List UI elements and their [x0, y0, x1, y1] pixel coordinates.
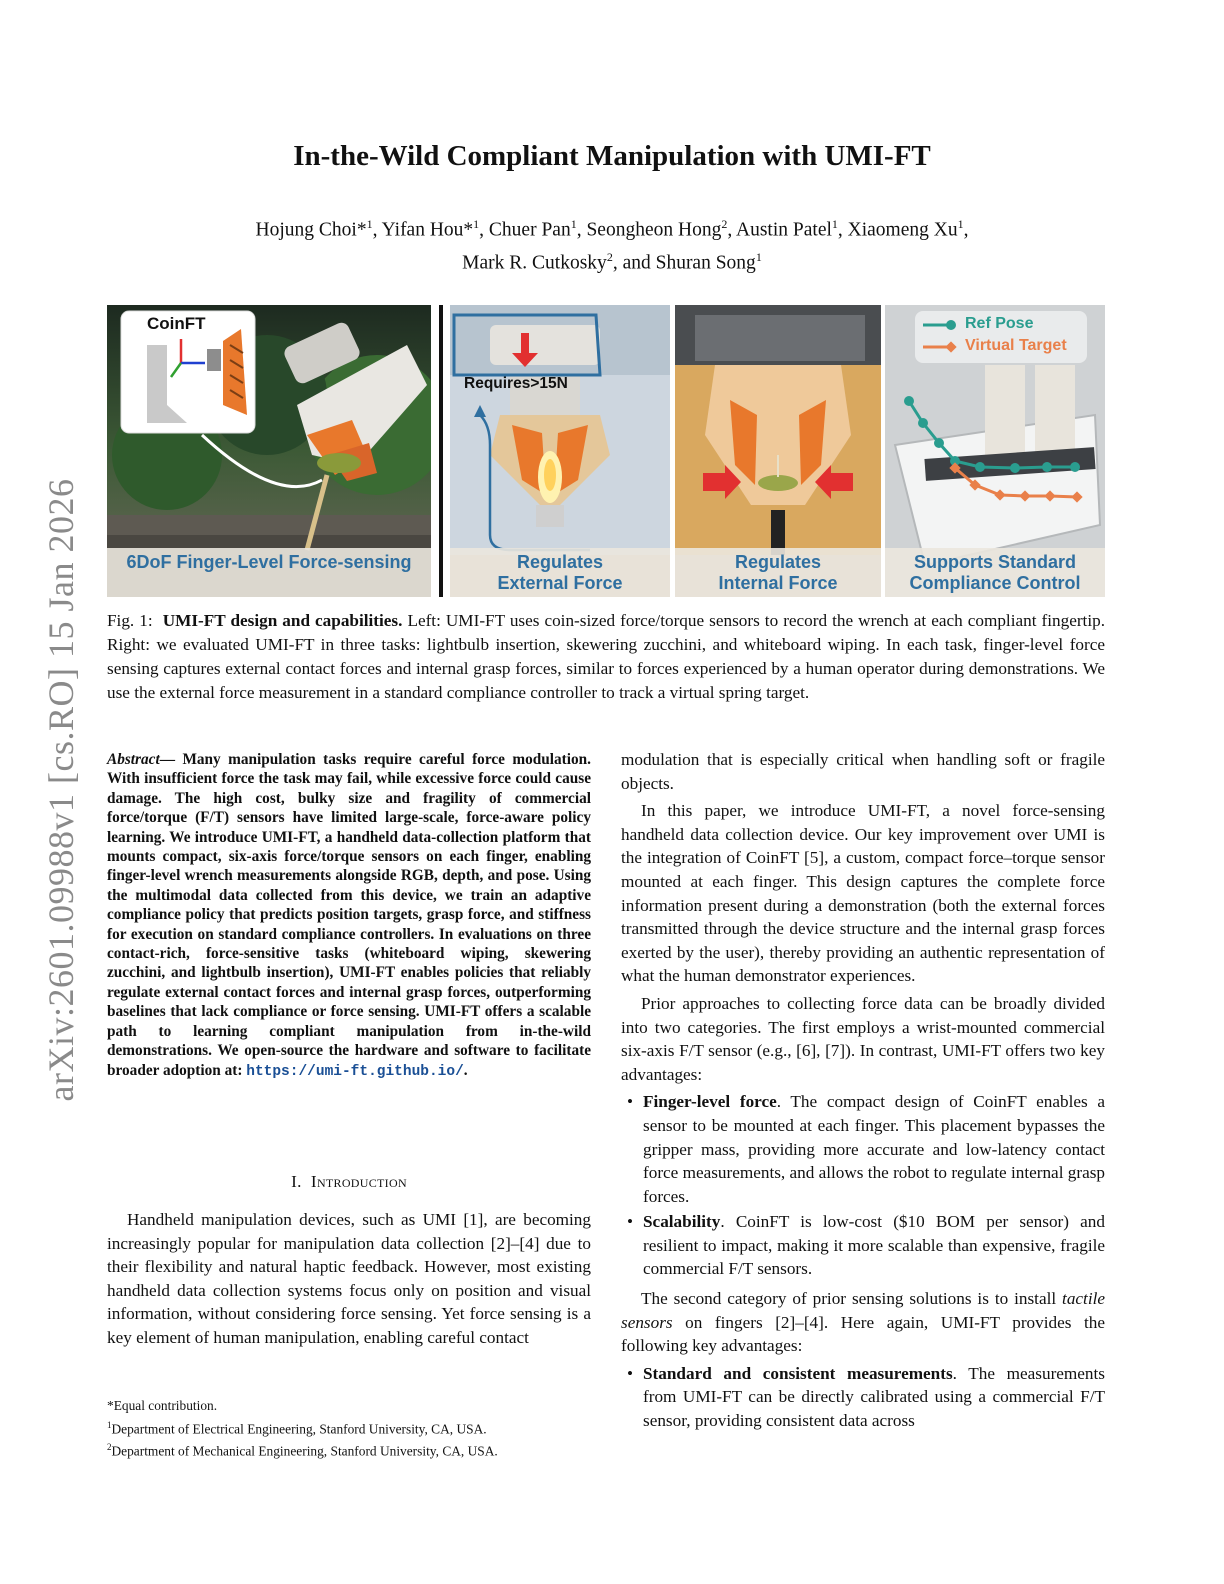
footnote-affiliation-1	[107, 1416, 591, 1439]
affiliation-mark: 1	[473, 217, 480, 231]
text-span: The second category of prior sensing solutions is to install	[641, 1289, 1063, 1309]
author-name: Chuer Pan	[488, 219, 571, 241]
panel-4-label-line2: Compliance Control	[909, 573, 1081, 593]
list-item	[621, 1362, 1105, 1433]
advantages-list-2	[621, 1362, 1105, 1433]
caption-prefix: Fig. 1:	[107, 611, 153, 630]
list-item-text: . CoinFT is low-cost ($10 BOM per sensor) and resilient to impact, making it more scalable than expensive, fragile commercial F/T sensors.	[643, 1212, 1105, 1279]
author-name: Xiaomeng Xu	[847, 219, 958, 241]
panel-4-label	[885, 548, 1105, 597]
legend-ref-pose: Ref Pose	[965, 315, 1034, 332]
list-item	[621, 1090, 1105, 1208]
section-heading-introduction	[107, 1172, 591, 1192]
list-item-text: . The compact design of CoinFT enables a sensor to be mounted at each finger. This placement bypasses the gripper mass, providing more accurate and low-latency contact force measurements, and allows the robot to regulate internal grasp forces.	[643, 1092, 1105, 1206]
paragraph-introduce-umi-ft: In this paper, we introduce UMI-FT, a novel force-sensing handheld data collection device. Our key improvement over UMI is the integration of CoinFT [5], a custom, compact force–torque sensor mounted at each finger. This design captures the complete force information present during a demonstration (both the external forces transmitted through the device structure and the internal grasp forces exerted by the user), thereby providing an authentic representation of what the human demonstrator experiences.	[621, 801, 1105, 986]
caption-text: Left: UMI-FT uses coin-sized force/torque sensors to record the wrench at each compliant fingertip. Right: we evaluated UMI-FT in three tasks: lightbulb insertion, skewering zucchini, and whiteboard wiping. In each task, finger-level force sensing captures external contact forces and internal grasp forces, similar to forces experienced by a human operator during demonstrations. We use the external force measurement in a standard compliance controller to track a virtual spring target.	[107, 611, 1106, 702]
legend-virtual-target: Virtual Target	[965, 337, 1067, 354]
project-link[interactable]: https://umi-ft.github.io/	[246, 1063, 464, 1080]
figure-1	[107, 305, 1105, 597]
affiliation-mark: 1	[366, 217, 373, 231]
author-name: Mark R. Cutkosky	[462, 252, 607, 273]
author-name: Seongheon Hong	[586, 219, 722, 241]
panel-2-label-line1: Regulates	[516, 552, 604, 572]
panel-4-label-line1: Supports Standard	[913, 552, 1076, 572]
footnote-mark: 2	[107, 1442, 112, 1453]
emphasis-text: tactile sensors	[621, 1289, 1105, 1332]
abstract	[107, 750, 591, 1082]
panel-3-label	[675, 548, 881, 597]
panel-2-label	[450, 548, 670, 597]
panel-3-label-line2: Internal Force	[718, 573, 838, 593]
panel-1-label	[107, 548, 431, 597]
coinft-inset-label: CoinFT	[147, 314, 206, 333]
panel-finger-force-sensing	[107, 305, 431, 597]
list-item-heading: Scalability	[643, 1212, 721, 1232]
abstract-end: .	[463, 1061, 468, 1079]
force-requirement-annotation: Requires>15N	[464, 375, 568, 392]
footnote-mark: 1	[107, 1419, 112, 1430]
arxiv-identifier: arXiv:2601.09988v1 [cs.RO] 15 Jan 2026	[41, 478, 81, 1102]
abstract-dash: —	[159, 751, 183, 768]
author-name: Hojung Choi*	[255, 219, 367, 241]
affiliation-mark: 1	[831, 217, 838, 231]
right-column	[621, 748, 1105, 1439]
affiliation-mark: 1	[570, 217, 577, 231]
text-span: on fingers [2]–[4]. Here again, UMI-FT provides the following key advantages:	[621, 1312, 1105, 1356]
list-item	[621, 1210, 1105, 1281]
paragraph-continuation: modulation that is especially critical when handling soft or fragile objects.	[621, 750, 1105, 793]
affiliation-mark: 2	[721, 217, 728, 231]
panel-compliance-control	[885, 305, 1105, 597]
panel-internal-force	[675, 305, 881, 597]
author-list	[150, 211, 1074, 276]
list-item-heading: Finger-level force	[643, 1092, 777, 1112]
panel-2-label-line2: External Force	[497, 573, 623, 593]
paragraph-tactile-sensors	[621, 1287, 1105, 1358]
author-name: Austin Patel	[736, 219, 832, 241]
affiliation-mark: 1	[957, 217, 964, 231]
section-number: I.	[291, 1172, 302, 1191]
introduction-left-column	[107, 1208, 591, 1350]
affiliation-mark: 1	[755, 249, 762, 264]
footnotes	[107, 1397, 591, 1461]
panel-1-label-text: 6DoF Finger-Level Force-sensing	[126, 552, 412, 572]
list-item-heading: Standard and consistent measurements	[643, 1363, 953, 1383]
panel-external-force	[450, 305, 670, 597]
footnote-text: Department of Mechanical Engineering, Stanford University, CA, USA.	[111, 1443, 498, 1459]
paper-title: In-the-Wild Compliant Manipulation with UMI-FT	[293, 140, 931, 172]
footnote-affiliation-2	[107, 1438, 591, 1461]
author-name: Shuran Song	[655, 252, 756, 273]
abstract-text: Many manipulation tasks require careful force modulation. With insufficient force the task may fail, while excessive force could cause damage. The high cost, bulky size and fragility of commercial force/torque (F/T) sensors have limited large-scale, force-aware policy learning. We introduce UMI-FT, a handheld data-collection platform that mounts compact, six-axis force/torque sensors on each finger, enabling finger-level wrench measurements alongside RGB, depth, and pose. Using the multimodal data collected from this device, we train an adaptive compliance policy that predicts position targets, grasp force, and stiffness for execution on standard compliance controllers. In evaluations on three contact-rich, force-sensitive tasks (whiteboard wiping, skewering zucchini, and lightbulb insertion), UMI-FT enables policies that reliably regulate external contact forces and internal grasp forces, outperforming baselines that lack compliance or force sensing. UMI-FT offers a scalable path to learning compliant manipulation from in-the-wild demonstrations. We open-source the hardware and software to facilitate broader adoption at:	[107, 751, 591, 1079]
affiliation-mark: 2	[606, 249, 613, 264]
figure-divider	[439, 305, 443, 597]
figure-caption	[107, 609, 1105, 705]
footnote-text: Department of Electrical Engineering, Stanford University, CA, USA.	[111, 1420, 487, 1436]
author-line-1: Hojung Choi*$^1$, Yifan Hou*$^1$, Chuer Pan$^1$, Seongheon Hong$^2$, Austin Patel$^1$, Xiaomeng Xu$^1$,	[255, 217, 969, 241]
footnote-equal-contribution: *Equal contribution.	[107, 1398, 218, 1413]
author-line-2: Mark R. Cutkosky$^2$, and Shuran Song$^1$	[462, 249, 762, 273]
panel-3-label-line1: Regulates	[734, 552, 822, 572]
intro-paragraph: Handheld manipulation devices, such as UMI [1], are becoming increasingly popular for manipulation data collection [2]–[4] due to their flexibility and natural haptic feedback. However, most existing handheld data collection systems focus only on position and visual information, without considering force sensing. Yet force sensing is a key element of human manipulation, enabling careful contact	[107, 1210, 591, 1347]
advantages-list-1	[621, 1090, 1105, 1281]
section-title: Introduction	[310, 1172, 407, 1191]
caption-title: UMI-FT design and capabilities.	[162, 611, 403, 630]
paragraph-prior-approaches: Prior approaches to collecting force data can be broadly divided into two categories. The first employs a wrist-mounted commercial six-axis F/T sensor (e.g., [6], [7]). In contrast, UMI-FT offers two key advantages:	[621, 993, 1105, 1084]
abstract-label: Abstract	[107, 751, 160, 768]
list-item-text: . The measurements from UMI-FT can be directly calibrated using a commercial F/T sensor, providing consistent data across	[643, 1363, 1105, 1431]
author-name: Yifan Hou*	[381, 219, 474, 241]
